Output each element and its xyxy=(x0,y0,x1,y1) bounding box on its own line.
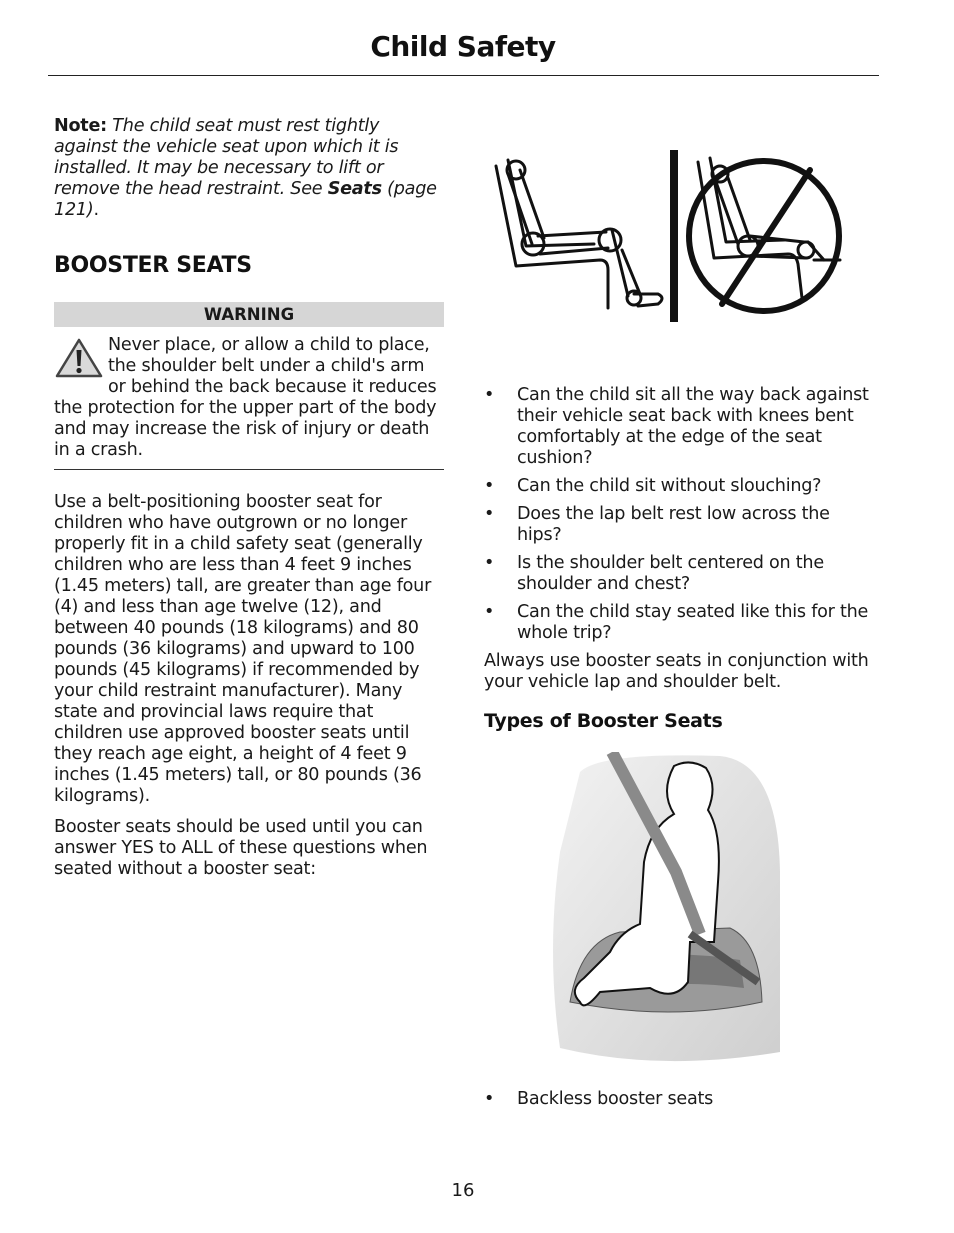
warning-triangle-icon xyxy=(54,337,104,379)
page-title: Child Safety xyxy=(370,30,556,63)
note-page-ref: (page 121) xyxy=(54,179,437,220)
note-label: Note: xyxy=(54,116,107,136)
list-item: • Can the child sit without slouching? xyxy=(484,476,822,496)
types-of-booster-seats-heading: Types of Booster Seats xyxy=(484,710,723,732)
list-item: • Backless booster seats xyxy=(484,1089,714,1109)
booster-closing-paragraph: Always use booster seats in conjunction with your vehicle lap and shoulder belt. xyxy=(484,651,869,692)
list-item: • Can the child sit all the way back against their vehicle seat back with knees bent comfortably at the edge of the seat cushion? xyxy=(484,385,869,468)
left-column xyxy=(54,116,444,890)
warning-box xyxy=(54,335,444,470)
list-item: • Does the lap belt rest low across the hips? xyxy=(484,504,830,545)
page-number: 16 xyxy=(451,1180,475,1201)
bullet-icon: • xyxy=(484,385,495,405)
booster-types-list xyxy=(484,1089,879,1110)
bullet-icon: • xyxy=(484,504,495,524)
booster-types-list-container xyxy=(484,1089,879,1117)
right-column-text xyxy=(484,385,879,732)
bullet-icon: • xyxy=(484,553,495,573)
note-period: . xyxy=(93,200,99,220)
title-divider xyxy=(48,75,879,76)
warning-text: Never place, or allow a child to place, the shoulder belt under a child's arm or behind the back because it reduces the protection for the upper part of the body and may increase the risk of injury or death in a crash. xyxy=(54,335,437,460)
bullet-icon: • xyxy=(484,1089,495,1109)
bullet-icon: • xyxy=(484,602,495,622)
bullet-icon: • xyxy=(484,476,495,496)
note-paragraph xyxy=(54,116,444,221)
seats-reference-link[interactable]: Seats xyxy=(327,179,382,199)
seating-position-illustration xyxy=(488,148,848,326)
booster-seats-heading: BOOSTER SEATS xyxy=(54,253,252,278)
warning-header: WARNING xyxy=(54,302,444,327)
booster-questions-list xyxy=(484,385,879,644)
list-item: • Can the child stay seated like this for the whole trip? xyxy=(484,602,869,643)
booster-questions-intro: Booster seats should be used until you can answer YES to ALL of these questions when seated without a booster seat: xyxy=(54,817,428,879)
note-text: The child seat must rest tightly against the vehicle seat upon which it is installed. It may be necessary to lift or remove the head restraint. See xyxy=(54,116,399,199)
backless-booster-seat-illustration xyxy=(540,752,785,1072)
booster-usage-paragraph: Use a belt-positioning booster seat for children who have outgrown or no longer properly fit in a child safety seat (generally children who are less than 4 feet 9 inches (1.45 meters) tall, are greater than age four (4) and less than age twelve (12), and between 40 pounds (18 kilograms) and 80 pounds (36 kilograms) and upward to 100 pounds (45 kilograms) if recommended by your child restraint manufacturer). Many state and provincial laws require that children use approved booster seats until they reach age eight, a height of 4 feet 9 inches (1.45 meters) tall, or 80 pounds (36 kilograms). xyxy=(54,492,432,806)
list-item: • Is the shoulder belt centered on the shoulder and chest? xyxy=(484,553,824,594)
